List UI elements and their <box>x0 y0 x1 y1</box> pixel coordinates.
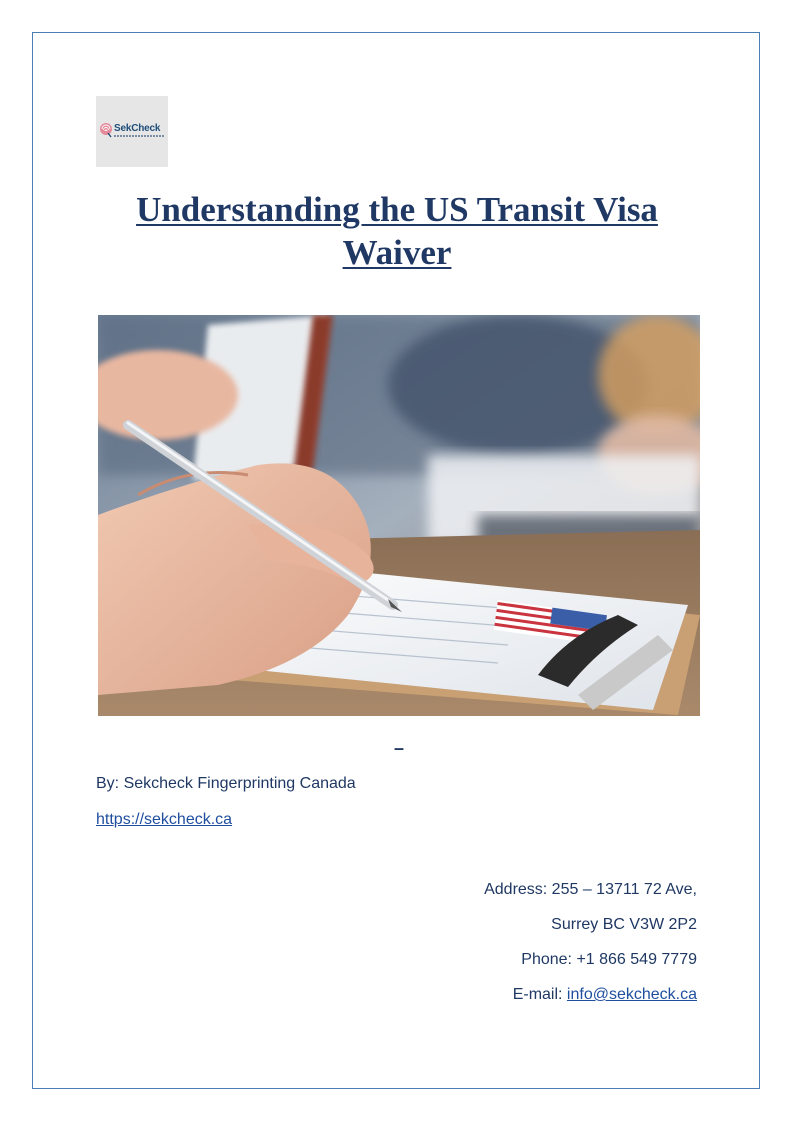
logo-brand-text: SekCheck <box>114 123 161 134</box>
hero-image <box>98 315 700 716</box>
phone-line: Phone: +1 866 549 7779 <box>521 951 697 968</box>
byline: By: Sekcheck Fingerprinting Canada <box>96 775 356 792</box>
separator-dash: – <box>394 738 405 758</box>
website-line <box>96 811 232 829</box>
address-line2: Surrey BC V3W 2P2 <box>551 916 697 933</box>
logo-tagline <box>114 135 164 137</box>
email-link[interactable]: info@sekcheck.ca <box>566 986 697 1003</box>
visa-application-photo <box>98 315 700 716</box>
website-link[interactable]: https://sekcheck.ca <box>96 811 233 828</box>
email-line <box>513 986 697 1004</box>
fingerprint-icon <box>99 122 113 138</box>
address-line1: Address: 255 – 13711 72 Ave, <box>484 881 697 898</box>
email-label: E-mail: <box>512 986 567 1003</box>
document-title: Understanding the US Transit Visa Waiver <box>136 190 658 272</box>
company-logo <box>96 96 168 167</box>
